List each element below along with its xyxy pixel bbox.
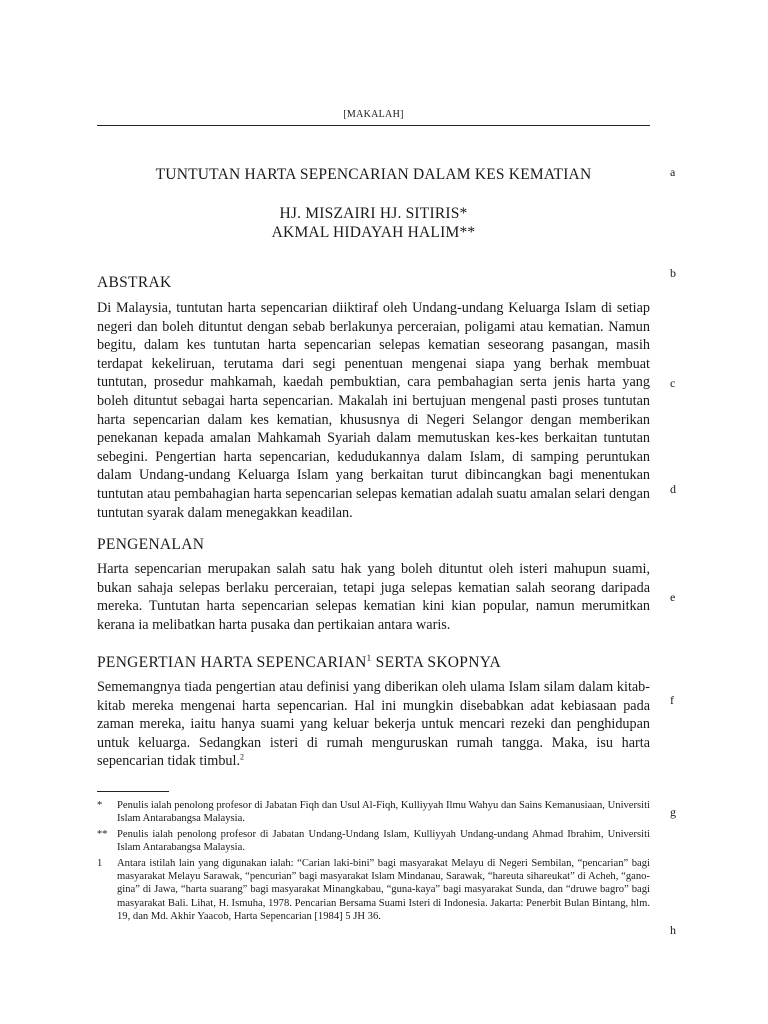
margin-letter-f: f: [670, 693, 674, 707]
footnote-text: Penulis ialah penolong profesor di Jabatan Fiqh dan Usul Al-Fiqh, Kulliyyah Ilmu Wahyu dan Sains Kemanusiaan, Universiti Islam Antarabangsa Malaysia.: [117, 800, 650, 825]
header-rule: [97, 125, 650, 126]
footnote-text: Antara istilah lain yang digunakan ialah: “Carian laki-bini” bagi masyarakat Melayu di Negeri Sembilan, “pencarian” bagi masyarakat Melayu Sarawak, “pencurian” bagi masyarakat Islam Mindanau, Sarawak, “hareuta sihareukat” di Acheh, “gano-gina” di Jawa, “harta suarang” bagi masyarakat Minangkabau, “guna-kaya” bagi masyarakat Sunda, dan “druwe bagro” bagi masyarakat Bali. Lihat, H. Ismuha, 1978. Pencarian Bersama Suami Isteri di Indonesia. Jakarta: Penerbit Bulan Bintang, hlm. 19, dan Md. Akhir Yaacob, Harta Sepencarian [1984] 5 JH 36.: [117, 857, 650, 923]
abstract-body: Di Malaysia, tuntutan harta sepencarian diiktiraf oleh Undang-undang Keluarga Islam di setiap negeri dan boleh dituntut dengan sebab berlakunya perceraian, poligami atau kematian. Namun begitu, dalam kes tuntutan harta sepencarian selepas kematian seseorang pasangan, masih terdapat kekeliruan, terutama dari segi penentuan mengenai siapa yang berhak membuat tuntutan, prosedur mahkamah, kaedah pembuktian, cara pembahagian serta jenis harta yang boleh dituntut sebagai harta sepencarian. Makalah ini bertujuan mengenal pasti proses tuntutan harta sepencarian dalam kes kematian, khususnya di Negeri Selangor dengan memberikan penekanan kepada amalan Mahkamah Syariah dalam memutuskan kes-kes berkaitan tuntutan sebegini. Pengertian harta sepencarian, kedudukannya dalam Islam, di samping peruntukan dalam Undang-undang Keluarga Islam yang berkaitan turut dibincangkan bagi menentukan tuntutan atau pembahagian harta sepencarian selepas kematian adalah suatu amalan selari dengan tuntutan syarak dalam menegakkan keadilan.: [97, 300, 650, 521]
abstract-heading: ABSTRAK: [97, 274, 172, 291]
footnote-ref-1: 1: [366, 653, 372, 663]
footnote-mark: 1: [97, 857, 103, 869]
footnote-ref-2: 2: [240, 752, 245, 762]
definition-body: [97, 678, 650, 771]
footnote-mark: *: [97, 800, 103, 811]
footnote-rule: [97, 791, 169, 792]
footnote-item: [97, 828, 650, 855]
margin-letter-c: c: [670, 376, 676, 390]
definition-heading-text: PENGERTIAN HARTA SEPENCARIAN: [97, 654, 367, 672]
running-header: [MAKALAH]: [343, 109, 404, 120]
author-list: [97, 204, 650, 242]
author-2: AKMAL HIDAYAH HALIM**: [271, 224, 476, 241]
definition-heading-rest: SERTA SKOPNYA: [371, 654, 501, 672]
introduction-body: Harta sepencarian merupakan salah satu hak yang boleh dituntut oleh isteri mahupun suami, bukan sahaja selepas berlaku perceraian, tetapi juga selepas kematian salah seorang daripada mereka. Tuntutan harta sepencarian selepas kematian kini kian popular, namun merumitkan kerana ia melibatkan harta pusaka dan pertikaian antara waris.: [97, 561, 650, 633]
article-title: TUNTUTAN HARTA SEPENCARIAN DALAM KES KEMATIAN: [155, 166, 592, 183]
definition-body-text: Sememangnya tiada pengertian atau definisi yang diberikan oleh ulama Islam silam dalam kitab-kitab mereka mengenai harta sepencarian. Hal ini mungkin disebabkan adat kebiasaan pada zaman mereka, iaitu hanya suami yang keluar bekerja untuk mencari rezeki dan penghidupan untuk keluarga. Sedangkan isteri di rumah menguruskan rumah tangga. Maka, isu harta sepencarian tidak timbul.: [97, 679, 650, 770]
introduction-heading: PENGENALAN: [97, 536, 205, 553]
footnote-item: [97, 857, 650, 924]
margin-letter-e: e: [670, 590, 676, 604]
footnotes: [97, 799, 650, 926]
margin-letter-g: g: [670, 805, 676, 819]
margin-letter-a: a: [670, 165, 676, 179]
author-1: HJ. MISZAIRI HJ. SITIRIS*: [279, 205, 468, 222]
footnote-mark: **: [97, 828, 108, 840]
margin-letter-h: h: [670, 923, 676, 937]
footnote-item: [97, 799, 650, 826]
footnote-text: Penulis ialah penolong profesor di Jabatan Undang-Undang Islam, Kulliyyah Undang-undang Ahmad Ibrahim, Universiti Islam Antarabangsa Malaysia.: [117, 828, 650, 854]
margin-letter-d: d: [670, 482, 676, 496]
definition-heading: [97, 653, 501, 672]
margin-letter-b: b: [670, 266, 676, 280]
